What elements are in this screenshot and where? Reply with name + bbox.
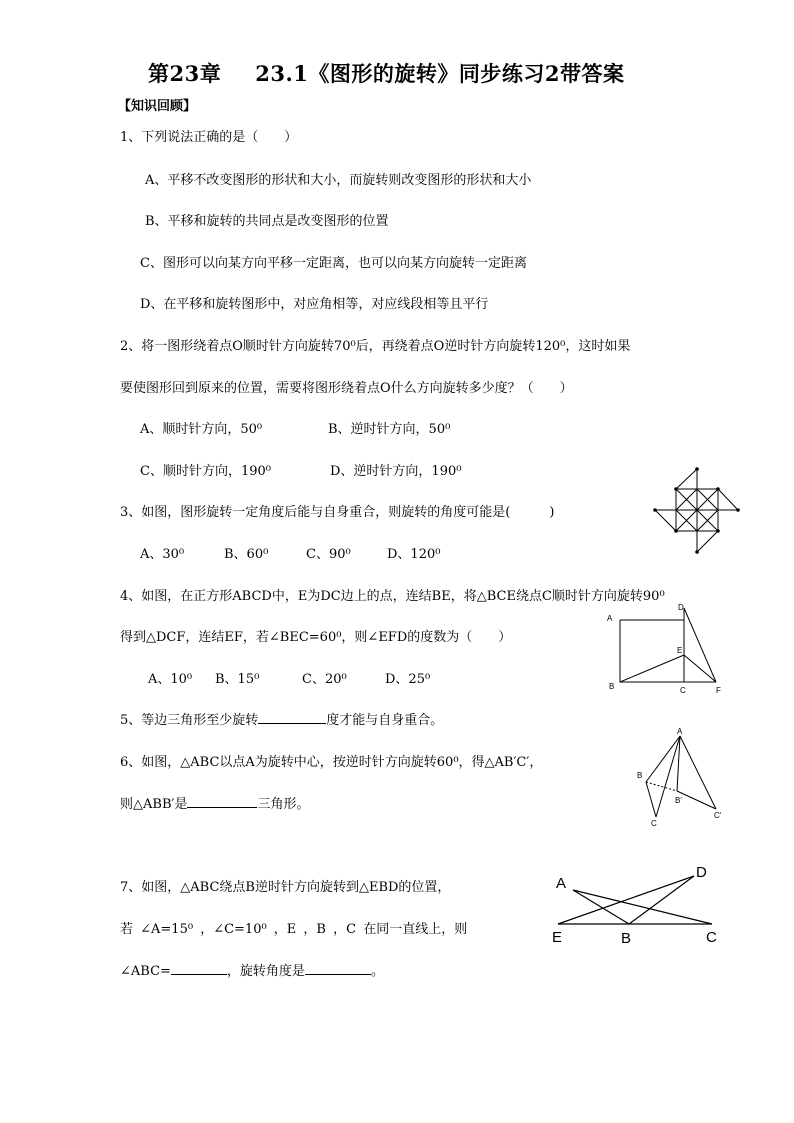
q4-label-c: C [680, 686, 686, 695]
q7-label-d: D [696, 864, 707, 881]
q4-label-a: A [607, 614, 613, 623]
q7-label-c: C [706, 929, 717, 946]
q3-option-c: C、90⁰ [306, 547, 351, 562]
q7-label-b: B [621, 930, 632, 947]
q6-label-c: C [651, 819, 657, 828]
page-title [148, 58, 625, 88]
q7-answer-blank-angle[interactable] [171, 962, 227, 975]
q7-line2: 若 ∠A=15⁰ ，∠C=10⁰ ，E ，B ，C 在同一直线上，则 [120, 922, 468, 937]
q4-label-e: E [677, 646, 683, 655]
q7-line3-middle: ，旋转角度是 [226, 964, 305, 979]
q3-stem: 3、如图，图形旋转一定角度后能与自身重合，则旋转的角度可能是( ) [120, 505, 555, 520]
q6-line2-before: 则△ABB′是 [120, 797, 188, 812]
q4-option-d: D、25⁰ [385, 672, 431, 687]
q7-rotation-figure [550, 860, 730, 950]
section-header: 【知识回顾】 [118, 99, 197, 114]
q1-option-b: B、平移和旋转的共同点是改变图形的位置 [145, 214, 389, 229]
q2-option-d: D、逆时针方向，190⁰ [330, 464, 462, 479]
q3-option-d: D、120⁰ [387, 547, 441, 562]
q4-option-c: C、20⁰ [302, 672, 347, 687]
q7-answer-blank-rotation[interactable] [305, 962, 371, 975]
q4-option-a: A、10⁰ [148, 672, 193, 687]
q7-label-a: A [556, 875, 567, 892]
q4-label-b: B [609, 682, 615, 691]
q4-stem-line1: 4、如图，在正方形ABCD中，E为DC边上的点，连结BE，将△BCE绕点C顺时针方向旋转90⁰ [120, 589, 665, 604]
q7-line3 [120, 960, 384, 979]
q5-answer-blank[interactable] [258, 711, 326, 724]
q3-option-b: B、60⁰ [224, 547, 269, 562]
q3-pinwheel-figure [652, 466, 742, 556]
q6-line1: 6、如图，△ABC以点A为旋转中心，按逆时针方向旋转60⁰，得△AB′C′， [120, 755, 543, 770]
q4-option-b: B、15⁰ [215, 672, 260, 687]
q5-text-after: 度才能与自身重合。 [326, 713, 444, 728]
q6-label-b: B [637, 771, 643, 780]
q3-option-a: A、30⁰ [140, 547, 185, 562]
q6-rotation-figure [628, 724, 738, 834]
q2-stem-line2: 要使图形回到原来的位置，需要将图形绕着点O什么方向旋转多少度？（ ） [120, 381, 573, 396]
chapter-label: 第23章 [148, 61, 222, 86]
q7-label-e: E [552, 929, 563, 946]
q2-option-b: B、逆时针方向，50⁰ [328, 422, 451, 437]
q6-line2-after: 三角形。 [257, 797, 310, 812]
q1-option-c: C、图形可以向某方向平移一定距离，也可以向某方向旋转一定距离 [140, 256, 527, 271]
q2-stem-line1: 2、将一图形绕着点O顺时针方向旋转70⁰后，再绕着点O逆时针方向旋转120⁰，这时如果 [120, 339, 631, 354]
q1-stem: 1、下列说法正确的是（ ） [120, 130, 298, 145]
q7-line1: 7、如图，△ABC绕点B逆时针方向旋转到△EBD的位置， [120, 880, 451, 895]
q1-option-a: A、平移不改变图形的形状和大小，而旋转则改变图形的形状和大小 [145, 173, 532, 188]
q4-label-f: F [716, 686, 721, 695]
q6-answer-blank[interactable] [187, 795, 257, 808]
q1-option-d: D、在平移和旋转图形中，对应角相等，对应线段相等且平行 [140, 297, 489, 312]
q6-label-a: A [677, 727, 683, 736]
q6-label-c-prime: C' [714, 811, 722, 820]
q4-stem-line2: 得到△DCF，连结EF，若∠BEC=60⁰，则∠EFD的度数为（ ） [120, 630, 512, 645]
q5-text [120, 709, 443, 728]
q7-line3-after: 。 [370, 964, 384, 979]
q5-text-before: 5、等边三角形至少旋转 [120, 713, 259, 728]
q4-square-figure [604, 600, 734, 700]
q6-label-b-prime: B' [675, 796, 682, 805]
q2-option-c: C、顺时针方向，190⁰ [140, 464, 271, 479]
q2-option-a: A、顺时针方向，50⁰ [140, 422, 263, 437]
q7-line3-before: ∠ABC= [120, 964, 171, 979]
q6-line2 [120, 793, 309, 812]
q4-label-d: D [678, 603, 684, 612]
title-main: 23.1《图形的旋转》同步练习2带答案 [255, 61, 625, 86]
